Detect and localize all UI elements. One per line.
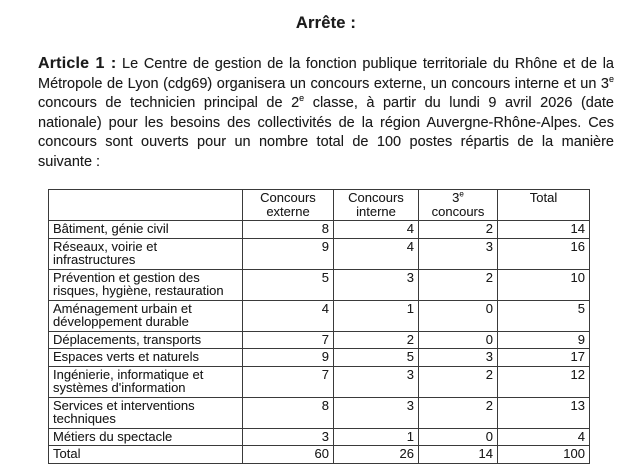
cell-concours-interne: 5 xyxy=(334,349,419,367)
cell-concours-interne: 4 xyxy=(334,221,419,239)
cell-troisieme-concours: 0 xyxy=(419,428,498,446)
row-label: Aménagement urbain et développement durable xyxy=(49,300,243,331)
header-troisieme-number: 3 xyxy=(452,190,460,205)
cell-concours-interne: 1 xyxy=(334,428,419,446)
row-label: Ingénierie, informatique et systèmes d'information xyxy=(49,366,243,397)
header-concours-interne: Concours interne xyxy=(334,190,419,221)
concours-postes-table xyxy=(48,189,590,464)
article-text-part3: classe, à partir du lundi 9 avril 2026 (date nationale) pour les besoins des collectivités de la région Auvergne-Rhône-Alpes. Ces concours sont ouverts pour un nombre total de 100 postes répartis de la manière suivante : xyxy=(38,95,614,170)
row-label: Prévention et gestion des risques, hygiène, restauration xyxy=(49,269,243,300)
row-label: Espaces verts et naturels xyxy=(49,349,243,367)
cell-total: 17 xyxy=(498,349,590,367)
cell-total: 13 xyxy=(498,397,590,428)
header-concours-externe: Concours externe xyxy=(243,190,334,221)
cell-concours-externe: 8 xyxy=(243,221,334,239)
cell-concours-interne: 3 xyxy=(334,269,419,300)
page-title: Arrête : xyxy=(295,14,357,32)
table-row xyxy=(49,269,590,300)
cell-concours-externe: 8 xyxy=(243,397,334,428)
cell-troisieme-concours: 2 xyxy=(419,397,498,428)
article-label: Article 1 : xyxy=(38,55,117,72)
row-label: Total xyxy=(49,446,243,464)
superscript-e: e xyxy=(459,189,464,199)
cell-troisieme-concours: 2 xyxy=(419,269,498,300)
superscript-e: e xyxy=(609,73,614,84)
article-text-part2: concours de technicien principal de 2 xyxy=(38,95,300,111)
header-troisieme-word: concours xyxy=(431,203,485,219)
cell-total: 9 xyxy=(498,331,590,349)
cell-troisieme-concours: 3 xyxy=(419,238,498,269)
cell-troisieme-concours: 0 xyxy=(419,331,498,349)
header-troisieme-concours xyxy=(419,190,498,221)
cell-concours-externe: 9 xyxy=(243,238,334,269)
cell-concours-interne: 3 xyxy=(334,397,419,428)
table-row xyxy=(49,349,590,367)
row-label: Services et interventions techniques xyxy=(49,397,243,428)
cell-concours-interne: 3 xyxy=(334,366,419,397)
cell-troisieme-concours: 2 xyxy=(419,366,498,397)
cell-concours-externe: 9 xyxy=(243,349,334,367)
table-row xyxy=(49,300,590,331)
cell-concours-externe: 4 xyxy=(243,300,334,331)
cell-concours-externe: 7 xyxy=(243,366,334,397)
header-specialty xyxy=(49,190,243,221)
cell-concours-interne: 26 xyxy=(334,446,419,464)
cell-concours-interne: 1 xyxy=(334,300,419,331)
row-label: Bâtiment, génie civil xyxy=(49,221,243,239)
cell-concours-externe: 3 xyxy=(243,428,334,446)
cell-total: 100 xyxy=(498,446,590,464)
cell-troisieme-concours: 2 xyxy=(419,221,498,239)
cell-troisieme-concours: 14 xyxy=(419,446,498,464)
cell-troisieme-concours: 0 xyxy=(419,300,498,331)
table-row xyxy=(49,238,590,269)
table-row-total xyxy=(49,446,590,464)
cell-concours-externe: 5 xyxy=(243,269,334,300)
row-label: Réseaux, voirie et infrastructures xyxy=(49,238,243,269)
cell-concours-externe: 60 xyxy=(243,446,334,464)
cell-total: 4 xyxy=(498,428,590,446)
article-paragraph xyxy=(38,54,614,172)
superscript-e: e xyxy=(299,93,305,104)
row-label: Métiers du spectacle xyxy=(49,428,243,446)
table-row xyxy=(49,221,590,239)
cell-total: 12 xyxy=(498,366,590,397)
cell-total: 5 xyxy=(498,300,590,331)
table-row xyxy=(49,397,590,428)
table-row xyxy=(49,331,590,349)
table-header-row xyxy=(49,190,590,221)
table-row xyxy=(49,366,590,397)
cell-total: 14 xyxy=(498,221,590,239)
header-total: Total xyxy=(498,190,590,221)
cell-total: 16 xyxy=(498,238,590,269)
article-text-part1: Le Centre de gestion de la fonction publique territoriale du Rhône et de la Métropole de Lyon (cdg69) organisera un concours externe, un concours interne et un 3 xyxy=(38,56,614,92)
table-row xyxy=(49,428,590,446)
cell-total: 10 xyxy=(498,269,590,300)
cell-concours-externe: 7 xyxy=(243,331,334,349)
row-label: Déplacements, transports xyxy=(49,331,243,349)
cell-troisieme-concours: 3 xyxy=(419,349,498,367)
cell-concours-interne: 4 xyxy=(334,238,419,269)
cell-concours-interne: 2 xyxy=(334,331,419,349)
